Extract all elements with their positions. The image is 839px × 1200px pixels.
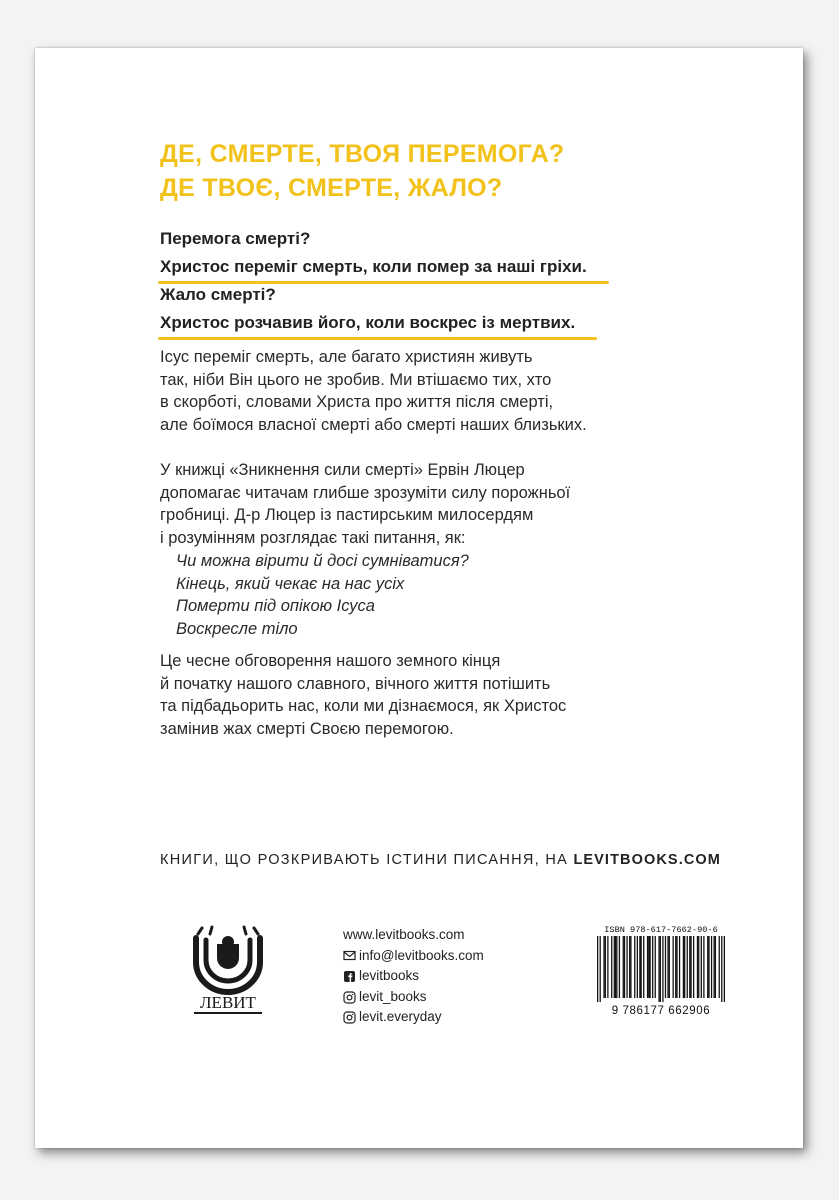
barcode-bar: [616, 936, 617, 998]
barcode-bar: [605, 936, 606, 998]
barcode-bar: [690, 936, 691, 998]
barcode-bar: [619, 936, 620, 998]
headline-line-2: ДЕ ТВОЄ, СМЕРТЕ, ЖАЛО?: [160, 174, 503, 202]
barcode-bar: [603, 936, 604, 998]
text-line: допомагає читачам глибше зрозуміти силу порожньої: [160, 483, 571, 502]
barcode-bar: [719, 936, 720, 998]
barcode-bar: [611, 936, 612, 998]
barcode-bar: [615, 936, 616, 998]
text-line: так, ніби Він цього не зробив. Ми втішаємо тих, хто: [160, 370, 552, 389]
barcode-bar: [711, 936, 712, 998]
question-answer-block: [160, 225, 587, 337]
text-line: замінив жах смерті Своєю перемогою.: [160, 720, 454, 739]
text-line: в скорботі, словами Христа про життя після смерті,: [160, 393, 554, 412]
barcode-bar: [649, 936, 650, 998]
barcode-bar: [597, 936, 598, 1002]
email-link[interactable]: info@levitbooks.com: [359, 947, 484, 963]
tagline-site: LEVITBOOKS.COM: [573, 852, 721, 868]
isbn-label: ISBN 978-617-7662-90-6: [604, 925, 718, 935]
barcode-bar: [629, 936, 630, 998]
barcode-bar: [697, 936, 698, 998]
barcode-bar: [713, 936, 714, 998]
barcode-bar: [683, 936, 684, 998]
email-row[interactable]: [343, 946, 484, 967]
barcode-bar: [679, 936, 680, 998]
barcode-bar: [626, 936, 627, 998]
topic-item: Воскресле тіло: [176, 619, 298, 638]
instagram-link-2[interactable]: levit.everyday: [359, 1009, 442, 1025]
barcode-bar: [707, 936, 708, 998]
facebook-icon: [343, 970, 356, 983]
text-line: але боїмося власної смерті або смерті наших близьких.: [160, 416, 587, 435]
question-1: Перемога смерті?: [160, 229, 311, 248]
text-line: та підбадьорить нас, коли ми дізнаємося, як Христос: [160, 697, 567, 716]
barcode-bar: [667, 936, 668, 998]
tagline-text: КНИГИ, ЩО РОЗКРИВАЮТЬ ІСТИНИ ПИСАННЯ, НА: [160, 852, 574, 868]
text-line: гробниці. Д-р Люцер із пастирським милосердям: [160, 506, 534, 525]
instagram-link-1[interactable]: levit_books: [359, 988, 427, 1004]
barcode-bar: [630, 936, 631, 998]
isbn-digits: 9 786177 662906: [611, 1005, 711, 1016]
topic-item: Померти під опікою Ісуса: [176, 597, 375, 616]
text-line: У книжці «Зникнення сили смерті» Ервін Люцер: [160, 461, 525, 479]
text-line: і розумінням розглядає такі питання, як:: [160, 529, 466, 548]
barcode-bar: [647, 936, 648, 998]
barcode-bar: [715, 936, 716, 998]
barcode-bar: [669, 936, 670, 998]
topic-item: Кінець, який чекає на нас усіх: [176, 574, 405, 593]
barcode-bar: [637, 936, 638, 998]
instagram-row-2[interactable]: [343, 1007, 484, 1028]
paragraph-1: [160, 346, 587, 437]
barcode-bar: [701, 936, 702, 998]
barcode-bar: [689, 936, 690, 998]
barcode-bar: [634, 936, 635, 998]
barcode-bar: [624, 936, 625, 998]
tagline: [160, 852, 721, 868]
paragraph-3: [160, 650, 566, 741]
barcode-bar: [648, 936, 649, 998]
logo-wordmark: ЛЕВИТ: [200, 993, 256, 1012]
headline-line-1: ДЕ, СМЕРТЕ, ТВОЯ ПЕРЕМОГА?: [160, 140, 565, 168]
question-2: Жало смерті?: [160, 285, 276, 304]
barcode-bar: [693, 936, 694, 998]
answer-2: Христос розчавив його, коли воскрес із мертвих.: [160, 309, 575, 337]
website-row[interactable]: [343, 925, 484, 946]
barcode-bar: [655, 936, 656, 998]
barcode-bar: [721, 936, 722, 1002]
headline: [160, 137, 565, 205]
text-line: й початку нашого славного, вічного життя потішить: [160, 674, 551, 693]
barcode-bar: [724, 936, 725, 1002]
barcode-bar: [665, 936, 666, 998]
barcode-bar: [600, 936, 601, 1002]
website-link[interactable]: www.levitbooks.com: [343, 927, 465, 942]
barcode-bar: [660, 936, 661, 1002]
barcode-bar: [708, 936, 709, 998]
barcode-bar: [676, 936, 677, 998]
text-line: Це чесне обговорення нашого земного кінця: [160, 652, 501, 670]
instagram-row-1[interactable]: [343, 987, 484, 1008]
facebook-row[interactable]: [343, 966, 484, 987]
barcode-bar: [675, 936, 676, 998]
barcode-bar: [662, 936, 663, 1002]
barcode-bar: [641, 936, 642, 998]
answer-1: Христос переміг смерть, коли помер за наші гріхи.: [160, 253, 587, 281]
barcode-bar: [698, 936, 699, 998]
barcode-bar: [658, 936, 659, 1002]
barcode-bar: [623, 936, 624, 998]
barcode-bar: [684, 936, 685, 998]
contacts: [343, 925, 484, 1028]
barcode-bar: [643, 936, 644, 998]
barcode-bar: [614, 936, 615, 998]
barcode-bar: [652, 936, 653, 998]
paragraph-2: [160, 459, 570, 641]
instagram-icon: [343, 991, 356, 1004]
instagram-icon: [343, 1011, 356, 1024]
isbn-barcode: [593, 922, 729, 1016]
barcode-bar: [687, 936, 688, 998]
levit-logo: [188, 924, 268, 1016]
facebook-link[interactable]: levitbooks: [359, 968, 420, 984]
topic-item: Чи можна вірити й досі сумніватися?: [176, 551, 469, 570]
barcode-bar: [703, 936, 704, 998]
text-line: Ісус переміг смерть, але багато християн живуть: [160, 348, 533, 366]
barcode-bar: [639, 936, 640, 998]
mail-icon: [343, 949, 356, 962]
barcode-bar: [607, 936, 608, 998]
barcode-bar: [673, 936, 674, 998]
